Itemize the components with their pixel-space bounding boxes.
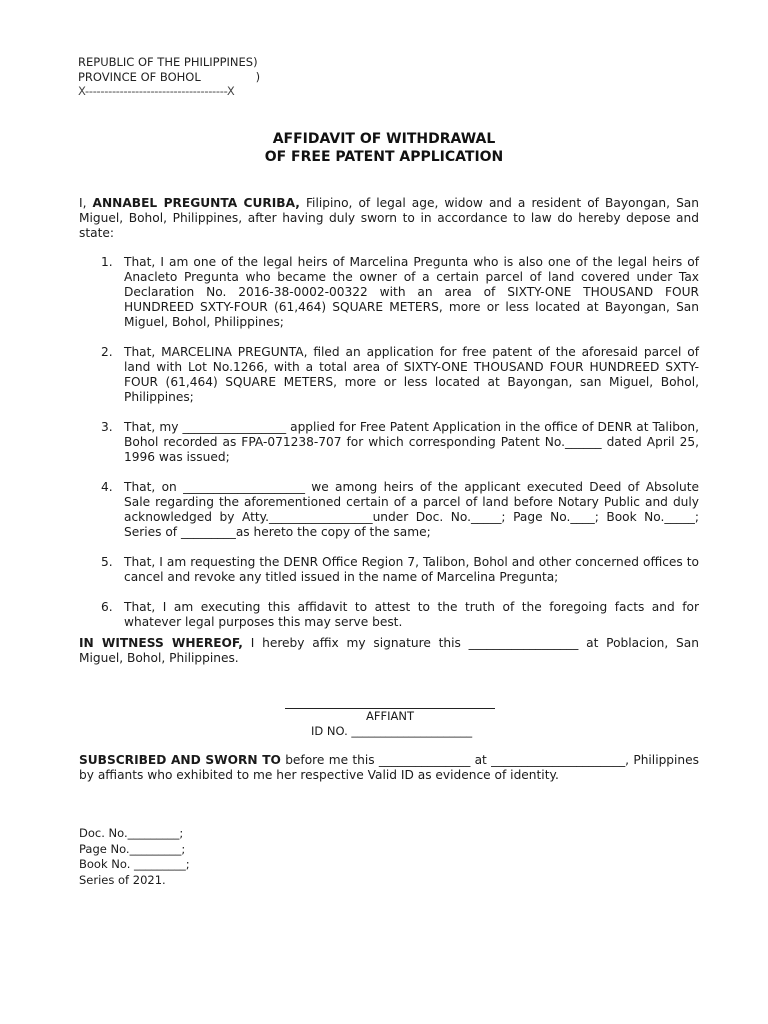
witness-text: I hereby affix my signature this __________________ at Poblacion, San Miguel, Bohol, Philippines. (79, 636, 699, 665)
jurat-text: before me this _______________ at ______________________, Philippines by affiants who exhibited to me her respective Valid ID as evidence of identity. (79, 753, 700, 782)
affiant-name: ANNABEL PREGUNTA CURIBA, (92, 196, 300, 210)
item-text: That, my _________________ applied for Free Patent Application in the office of DENR at Talibon, Bohol recorded as FPA-071238-707 for which corresponding Patent No.______ dated April 25, 1996 was issued; (124, 420, 699, 464)
venue-caption (78, 55, 260, 99)
list-item (79, 600, 699, 630)
item-text: That, I am requesting the DENR Office Region 7, Talibon, Bohol and other concerned offices to cancel and revoke any titled issued in the name of Marcelina Pregunta; (124, 555, 699, 584)
item-number: 1. (101, 255, 113, 269)
list-item (79, 345, 699, 405)
statement-list (79, 255, 699, 645)
witness-heading: IN WITNESS WHEREOF, (79, 636, 243, 650)
item-text: That, MARCELINA PREGUNTA, filed an application for free patent of the aforesaid parcel of land with Lot No.1266, with a total area of SIXTY-ONE THOUSAND FOUR HUNDREED SXTY-FOUR (61,464) SQUARE METERS, more or less located at Bayongan, san Miguel, Bohol, Philippines; (124, 345, 699, 404)
affiant-label: AFFIANT (366, 709, 414, 723)
intro-prefix: I, (79, 196, 93, 210)
item-number: 2. (101, 345, 113, 359)
list-item (79, 555, 699, 585)
document-title (0, 130, 768, 166)
item-number: 6. (101, 600, 113, 614)
page-no: Page No._________; (79, 841, 186, 856)
list-item (79, 480, 699, 540)
item-text: That, I am one of the legal heirs of Marcelina Pregunta who is also one of the legal heirs of Anacleto Pregunta who became the owner of a certain parcel of land covered under Tax Declaration No. 2016-38-0002-00322 with an area of SIXTY-ONE THOUSAND FOUR HUNDREED SXTY-FOUR (61,464) SQUARE METERS, more or less located at Bayongan, San Miguel, Bohol, Philippines; (124, 255, 699, 329)
title-line-1: AFFIDAVIT OF WITHDRAWAL (272, 131, 496, 147)
intro-paragraph (79, 196, 699, 241)
jurat-paragraph (79, 753, 699, 783)
series-year: Series of 2021. (79, 872, 166, 887)
caption-republic: REPUBLIC OF THE PHILIPPINES) (78, 55, 258, 69)
caption-separator: X-------------------------------------X (78, 84, 235, 98)
item-number: 3. (101, 420, 113, 434)
witness-paragraph (79, 636, 699, 666)
item-text: That, on ____________________ we among heirs of the applicant executed Deed of Absolute Sale regarding the aforementioned certain of a parcel of land before Notary Public and duly acknowledged by Atty._________________under Doc. No._____; Page No.____; Book No._____; Series of _________as hereto the copy of the same; (124, 480, 699, 539)
item-number: 5. (101, 555, 113, 569)
id-number-field: ID NO. _____________________ (311, 724, 473, 738)
book-no: Book No. _________; (79, 857, 190, 871)
item-number: 4. (101, 480, 113, 494)
title-line-2: OF FREE PATENT APPLICATION (264, 149, 504, 165)
notarial-register (79, 826, 190, 888)
intro-text: Filipino, of legal age, widow and a resident of Bayongan, San Miguel, Bohol, Philippines, after having duly sworn to in accordance to law do hereby depose and state: (79, 196, 700, 240)
doc-no: Doc. No._________; (79, 826, 184, 840)
list-item (79, 255, 699, 330)
item-text: That, I am executing this affidavit to attest to the truth of the foregoing facts and for whatever legal purposes this may serve best. (124, 600, 699, 629)
list-item (79, 420, 699, 465)
jurat-heading: SUBSCRIBED AND SWORN TO (79, 753, 281, 767)
caption-province: PROVINCE OF BOHOL ) (78, 69, 261, 84)
